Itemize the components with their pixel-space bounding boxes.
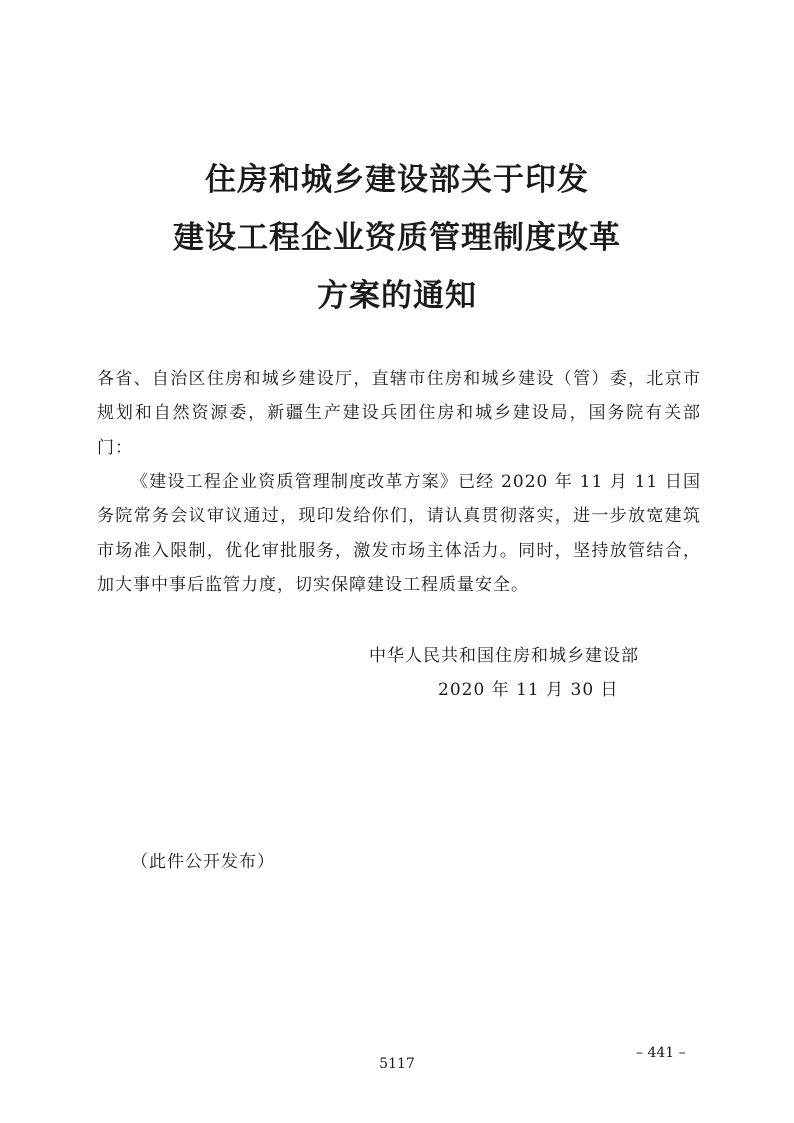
document-title-line-2: 建设工程企业资质管理制度改革 xyxy=(173,220,621,256)
page-number: – 441 – xyxy=(636,1045,686,1061)
document-title-line-1: 住房和城乡建设部关于印发 xyxy=(205,162,589,198)
signature-date: 2020 年 11 月 30 日 xyxy=(438,680,619,700)
body-paragraph: 《建设工程企业资质管理制度改革方案》已经 2020 年 11 月 11 日国务院常务会议审议通过，现印发给你们，请认真贯彻落实，进一步放宽建筑市场准入限制，优化审批服务，激发市场主体活力。同时，坚持放管结合，加大事中事后监管力度，切实保障建设工程质量安全。 xyxy=(97,472,701,595)
footer-code: 5117 xyxy=(379,1056,415,1072)
document-title-line-3: 方案的通知 xyxy=(317,278,477,314)
signature-organization: 中华人民共和国住房和城乡建设部 xyxy=(369,646,639,666)
salutation-paragraph: 各省、自治区住房和城乡建设厅，直辖市住房和城乡建设（管）委，北京市规划和自然资源委，新疆生产建设兵团住房和城乡建设局，国务院有关部门： xyxy=(97,369,701,458)
release-note: （此件公开发布） xyxy=(131,852,275,872)
